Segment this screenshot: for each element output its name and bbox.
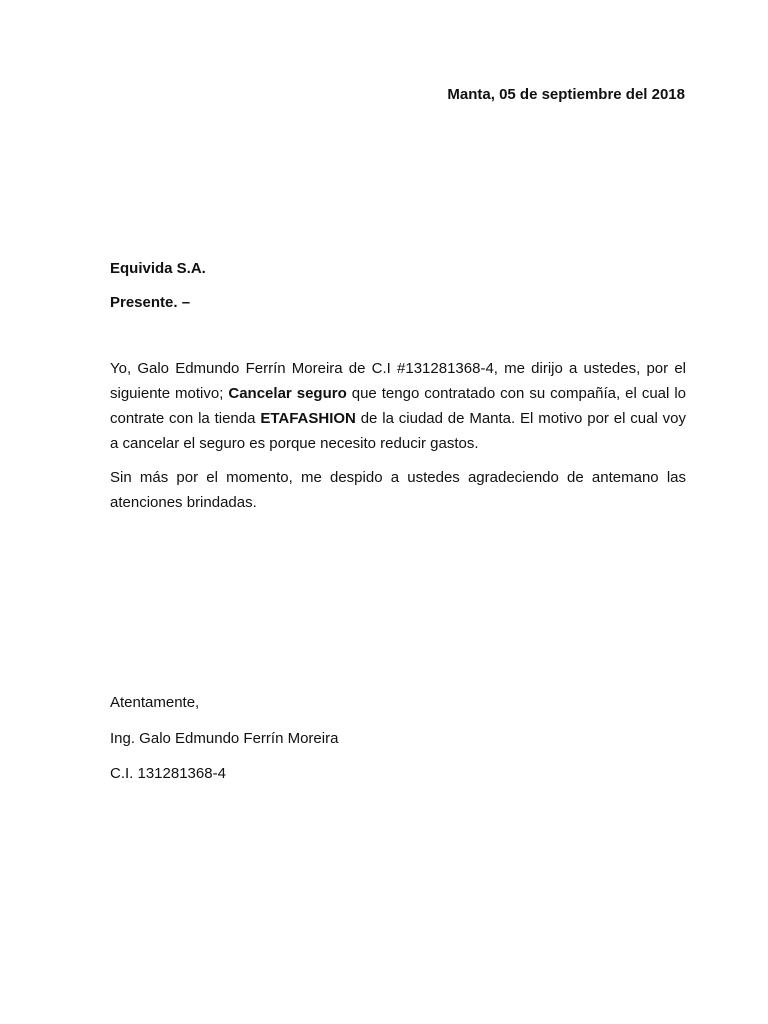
paragraph-1-bold-cancel: Cancelar seguro (228, 385, 347, 402)
signer-id: C.I. 131281368-4 (110, 765, 226, 782)
letter-date: Manta, 05 de septiembre del 2018 (447, 86, 685, 103)
recipient-salutation: Presente. – (110, 294, 191, 311)
body-paragraph-2: Sin más por el momento, me despido a ustedes agradeciendo de antemano las atenciones brindadas. (110, 469, 686, 511)
signer-name: Ing. Galo Edmundo Ferrín Moreira (110, 730, 339, 747)
closing-valediction: Atentamente, (110, 694, 200, 711)
recipient-company: Equivida S.A. (110, 260, 206, 277)
paragraph-1-text-3: de la ciudad de Manta. El motivo por el cual voy a cancelar el seguro es porque necesito reducir gastos. (110, 410, 686, 452)
paragraph-1-text-2: que tengo contratado con su compañía, el cual lo contrate con la tienda (110, 385, 687, 427)
body-paragraph-1 (110, 356, 686, 456)
paragraph-1-text-1: Yo, Galo Edmundo Ferrín Moreira de C.I #131281368-4, me dirijo a ustedes, por el siguiente motivo; (110, 360, 686, 402)
paragraph-1-bold-store: ETAFASHION (260, 410, 356, 427)
